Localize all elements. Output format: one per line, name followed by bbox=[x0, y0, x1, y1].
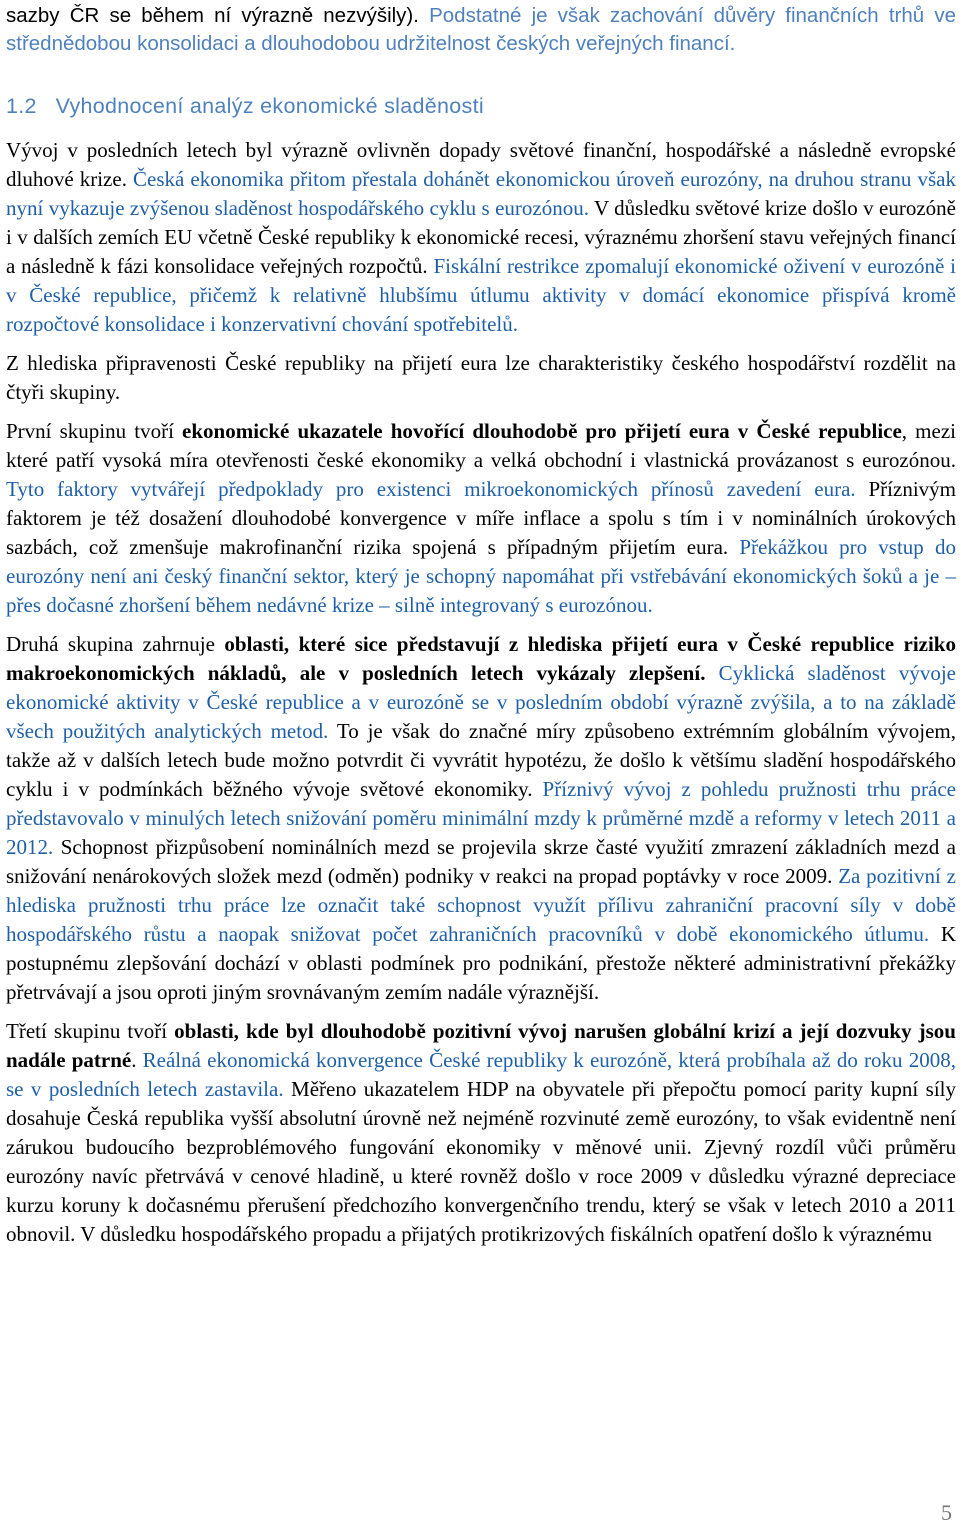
p1-text-4: Fiskální restrikce zpomalují ekonomické oživení v eurozóně i v České republice, přičemž k relativně hlubšímu útlumu aktivity v domácí ekonomice přispívá kromě rozpočtové konsolidace i konzervativní chování spotřebitelů. bbox=[6, 254, 956, 336]
p5-text-3: . bbox=[131, 1048, 143, 1072]
p4-text-1: Druhá skupina zahrnuje bbox=[6, 632, 225, 656]
p4-text-7: Za pozitivní z hlediska pružnosti trhu práce lze označit také schopnost využít přílivu zahraniční pracovní síly v době hospodářského růstu a naopak snižovat počet zahraničních pracovníků v době ekonomického útlumu. bbox=[6, 864, 956, 946]
p3-text-2-bold: ekonomické ukazatele hovořící dlouhodobě pro přijetí eura v České republice bbox=[182, 419, 902, 443]
paragraph-1 bbox=[6, 136, 956, 339]
p3-text-6: Překážkou pro vstup do eurozóny není ani český finanční sektor, který je schopný napomáhat při vstřebávání ekonomických šoků a je – přes dočasné zhoršení během nedávné krize – silně integrovaný s eurozónou. bbox=[6, 535, 956, 617]
p1-text-1: Vývoj v posledních letech byl výrazně ovlivněn dopady světové finanční, hospodářské a následně evropské dluhové krize. bbox=[6, 138, 956, 191]
paragraph-5 bbox=[6, 1017, 956, 1249]
section-number: 1.2 bbox=[6, 94, 37, 118]
p4-text-2-bold: oblasti, které sice představují z hlediska přijetí eura v České republice riziko makroekonomických nákladů, ale v posledních letech vykázaly zlepšení. bbox=[6, 632, 956, 685]
p3-text-5: Příznivým faktorem je též dosažení dlouhodobé konvergence v míře inflace a spolu s tím i v nominálních úrokových sazbách, což zmenšuje makrofinanční rizika spojená s případným přijetím eura. bbox=[6, 477, 956, 559]
intro-text-emphasis: Podstatné je však zachování důvěry finančních trhů ve střednědobou konsolidaci a dlouhodobou udržitelnost českých veřejných financí. bbox=[6, 4, 956, 55]
p3-text-4: Tyto faktory vytvářejí předpoklady pro existenci mikroekonomických přínosů zavedení eura. bbox=[6, 477, 856, 501]
p4-text-6: Schopnost přizpůsobení nominálních mezd se projevila skrze časté využití zmrazení základních mezd a snižování nenárokových složek mezd (odměn) podniky v reakci na propad poptávky v roce 2009. bbox=[6, 835, 956, 888]
document-page bbox=[6, 0, 956, 1259]
paragraph-4 bbox=[6, 630, 956, 1007]
p4-text-4: To je však do značné míry způsobeno extrémním globálním vývojem, takže až v dalších letech bude možno potvrdit či vyvrátit hypotézu, že došlo k většímu sladění hospodářského cyklu i v podmínkách běžného vývoje světové ekonomiky. bbox=[6, 719, 956, 801]
page-number: 5 bbox=[941, 1500, 952, 1525]
section-title: Vyhodnocení analýz ekonomické sladěnosti bbox=[55, 94, 484, 118]
p3-text-3: , mezi které patří vysoká míra otevřenosti české ekonomiky a velká obchodní i vlastnická provázanost s eurozónou. bbox=[6, 419, 956, 472]
p5-text-1: Třetí skupinu tvoří bbox=[6, 1019, 175, 1043]
intro-paragraph bbox=[6, 2, 956, 58]
p5-text-4: Reálná ekonomická konvergence České republiky k eurozóně, která probíhala až do roku 2008, se v posledních letech zastavila. bbox=[6, 1048, 956, 1101]
paragraph-2 bbox=[6, 349, 956, 407]
p4-text-3: Cyklická sladěnost vývoje ekonomické aktivity v České republice a v eurozóně se v posledním období výrazně zvýšila, a to na základě všech použitých analytických metod. bbox=[6, 661, 956, 743]
paragraph-3 bbox=[6, 417, 956, 620]
p3-text-1: První skupinu tvoří bbox=[6, 419, 183, 443]
p5-text-5: Měřeno ukazatelem HDP na obyvatele při přepočtu pomocí parity kupní síly dosahuje Česká republika vyšší absolutní úrovně než nejméně rozvinuté země eurozóny, to však evidentně není zárukou budoucího bezproblémového fungování ekonomiky v měnové unii. Zjevný rozdíl vůči průměru eurozóny navíc přetrvává v cenové hladině, u které rovněž došlo v roce 2009 v důsledku výrazné depreciace kurzu koruny k dočasnému přerušení předchozího konvergenčního trendu, který se však v letech 2010 a 2011 obnovil. V důsledku hospodářského propadu a přijatých protikrizových fiskálních opatření došlo k výraznému bbox=[6, 1077, 956, 1246]
p4-text-8: K postupnému zlepšování dochází v oblasti podmínek pro podnikání, přestože některé administrativní překážky přetrvávají a jsou oproti jiným srovnávaným zemím nadále výraznější. bbox=[6, 922, 957, 1004]
section-heading bbox=[6, 92, 956, 120]
intro-text: sazby ČR se během ní výrazně nezvýšily). bbox=[6, 4, 430, 27]
p1-text-3: V důsledku světové krize došlo v eurozóně i v dalších zemích EU včetně České republiky k ekonomické recesi, výraznému zhoršení stavu veřejných financí a následně k fázi konsolidace veřejných rozpočtů. bbox=[6, 196, 956, 278]
p4-text-5: Příznivý vývoj z pohledu pružnosti trhu práce představovalo v minulých letech snižování poměru minimální mzdy k průměrné mzdě a reformy v letech 2011 a 2012. bbox=[6, 777, 956, 859]
p2-text: Z hlediska připravenosti České republiky na přijetí eura lze charakteristiky českého hospodářství rozdělit na čtyři skupiny. bbox=[6, 351, 956, 404]
p5-text-2-bold: oblasti, kde byl dlouhodobě pozitivní vývoj narušen globální krizí a její dozvuky jsou nadále patrné bbox=[6, 1019, 956, 1072]
p1-text-2: Česká ekonomika přitom přestala dohánět ekonomickou úroveň eurozóny, na druhou stranu však nyní vykazuje zvýšenou sladěnost hospodářského cyklu s eurozónou. bbox=[6, 167, 956, 220]
